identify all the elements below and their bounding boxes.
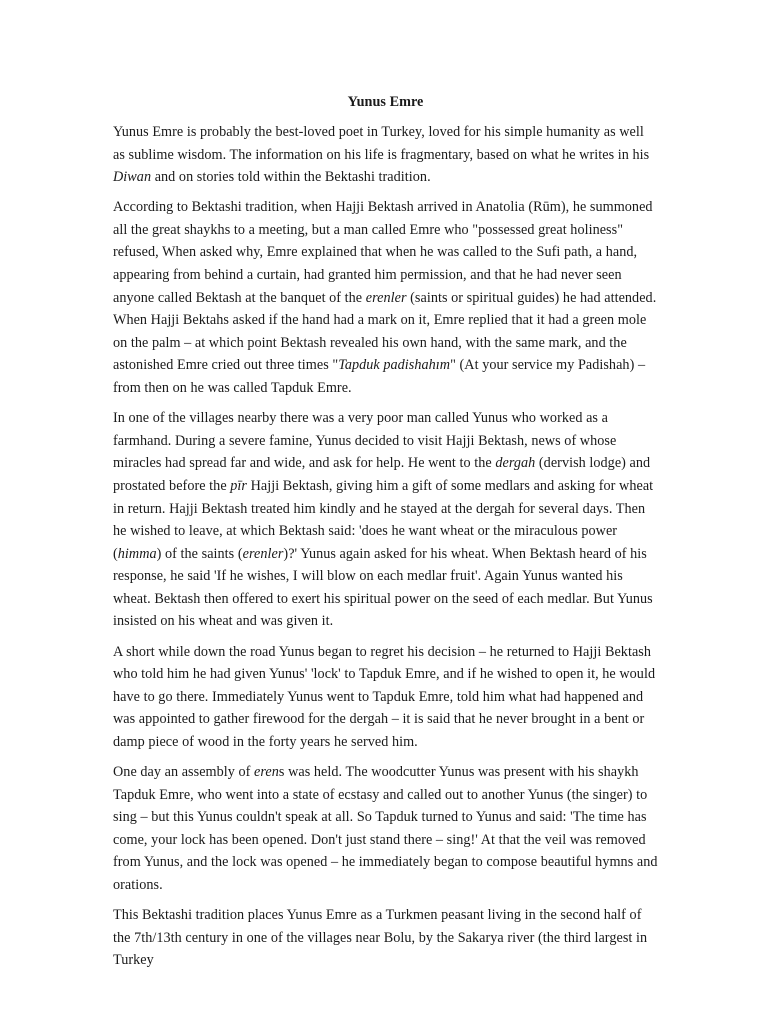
italic-term: erenler	[242, 545, 284, 562]
document-title: Yunus Emre	[347, 94, 424, 110]
text-run: A short while down the road Yunus began to regret his decision – he returned to Hajji Bektash who told him he had given Yunus' 'lock' to Tapduk Emre, and if he wished to open it, he would have to go there. Immediately Yunus went to Tapduk Emre, told him what had happened and was appointed to gather firewood for the dergah – it is said that he never brought in a bent or damp piece of wood in the forty years he served him.	[113, 643, 656, 750]
paragraph	[113, 407, 658, 633]
italic-term: erenler	[365, 289, 407, 306]
italic-term: himma	[117, 545, 157, 562]
text-run: According to Bektashi tradition, when Hajji Bektash arrived in Anatolia (Rūm), he summoned all the great shaykhs to a meeting, but a man called Emre who "possessed great holiness" refused, When asked why, Emre explained that when he was called to the Sufi path, a hand, appearing from behind a curtain, had granted him permission, and that he had never seen anyone called Bektash at the banquet of the	[113, 199, 653, 306]
document-page	[113, 92, 658, 979]
text-run: ) of the saints (	[156, 545, 243, 562]
paragraph	[113, 761, 658, 897]
paragraph	[113, 641, 658, 754]
text-run: (saints or spiritual guides) he had attended. When Hajji Bektahs asked if the hand had a mark on it, Emre replied that it had a green mole on the palm – at which point Bektash revealed his own hand, with the same mark, and the astonished Emre cried out three times "	[113, 289, 657, 374]
paragraph	[113, 196, 658, 399]
text-run: One day an assembly of	[113, 764, 255, 781]
italic-term: pīr	[230, 477, 247, 494]
text-run: " (At your service my Padishah) – from then on he was called Tapduk Emre.	[113, 357, 646, 397]
text-run: This Bektashi tradition places Yunus Emre as a Turkmen peasant living in the second half of the 7th/13th century in one of the villages near Bolu, by the Sakarya river (the third largest in Turkey	[113, 907, 648, 969]
text-run: )?' Yunus again asked for his wheat. When Bektash heard of his response, he said 'If he wishes, I will blow on each medlar fruit'. Again Yunus wanted his wheat. Bektash then offered to exert his spiritual power on the seed of each medlar. But Yunus insisted on his wheat and was given it.	[113, 545, 653, 630]
paragraph	[113, 121, 658, 189]
italic-term: eren	[254, 764, 279, 781]
document-body	[113, 121, 658, 972]
text-run: Hajji Bektash, giving him a gift of some medlars and asking for wheat in return. Hajji Bektash treated him kindly and he stayed at the dergah for several days. Then he wished to leave, at which Bektash said: 'does he want wheat or the miraculous power (	[113, 477, 654, 562]
text-run: Yunus Emre is probably the best-loved poet in Turkey, loved for his simple humanity as well as sublime wisdom. The information on his life is fragmentary, based on what he writes in his	[113, 124, 650, 163]
text-run: (dervish lodge) and prostated before the	[113, 455, 651, 494]
italic-term: dergah	[495, 455, 536, 472]
text-run: s was held. The woodcutter Yunus was present with his shaykh Tapduk Emre, who went into a state of ecstasy and called out to another Yunus (the singer) to sing – but this Yunus couldn't speak at all. So Tapduk turned to Yunus and said: 'The time has come, your lock has been opened. Don't just stand there – sing!' At that the veil was removed from Yunus, and the lock was opened – he immediately began to compose beautiful hymns and orations.	[113, 764, 658, 893]
text-run: In one of the villages nearby there was a very poor man called Yunus who worked as a farmhand. During a severe famine, Yunus decided to visit Hajji Bektash, news of whose miracles had spread far and wide, and ask for help. He went to the	[113, 410, 617, 472]
italic-term: Tapduk padishahım	[338, 357, 451, 374]
paragraph	[113, 904, 658, 972]
text-run: and on stories told within the Bektashi tradition.	[151, 169, 431, 186]
italic-term: Diwan	[113, 169, 152, 186]
